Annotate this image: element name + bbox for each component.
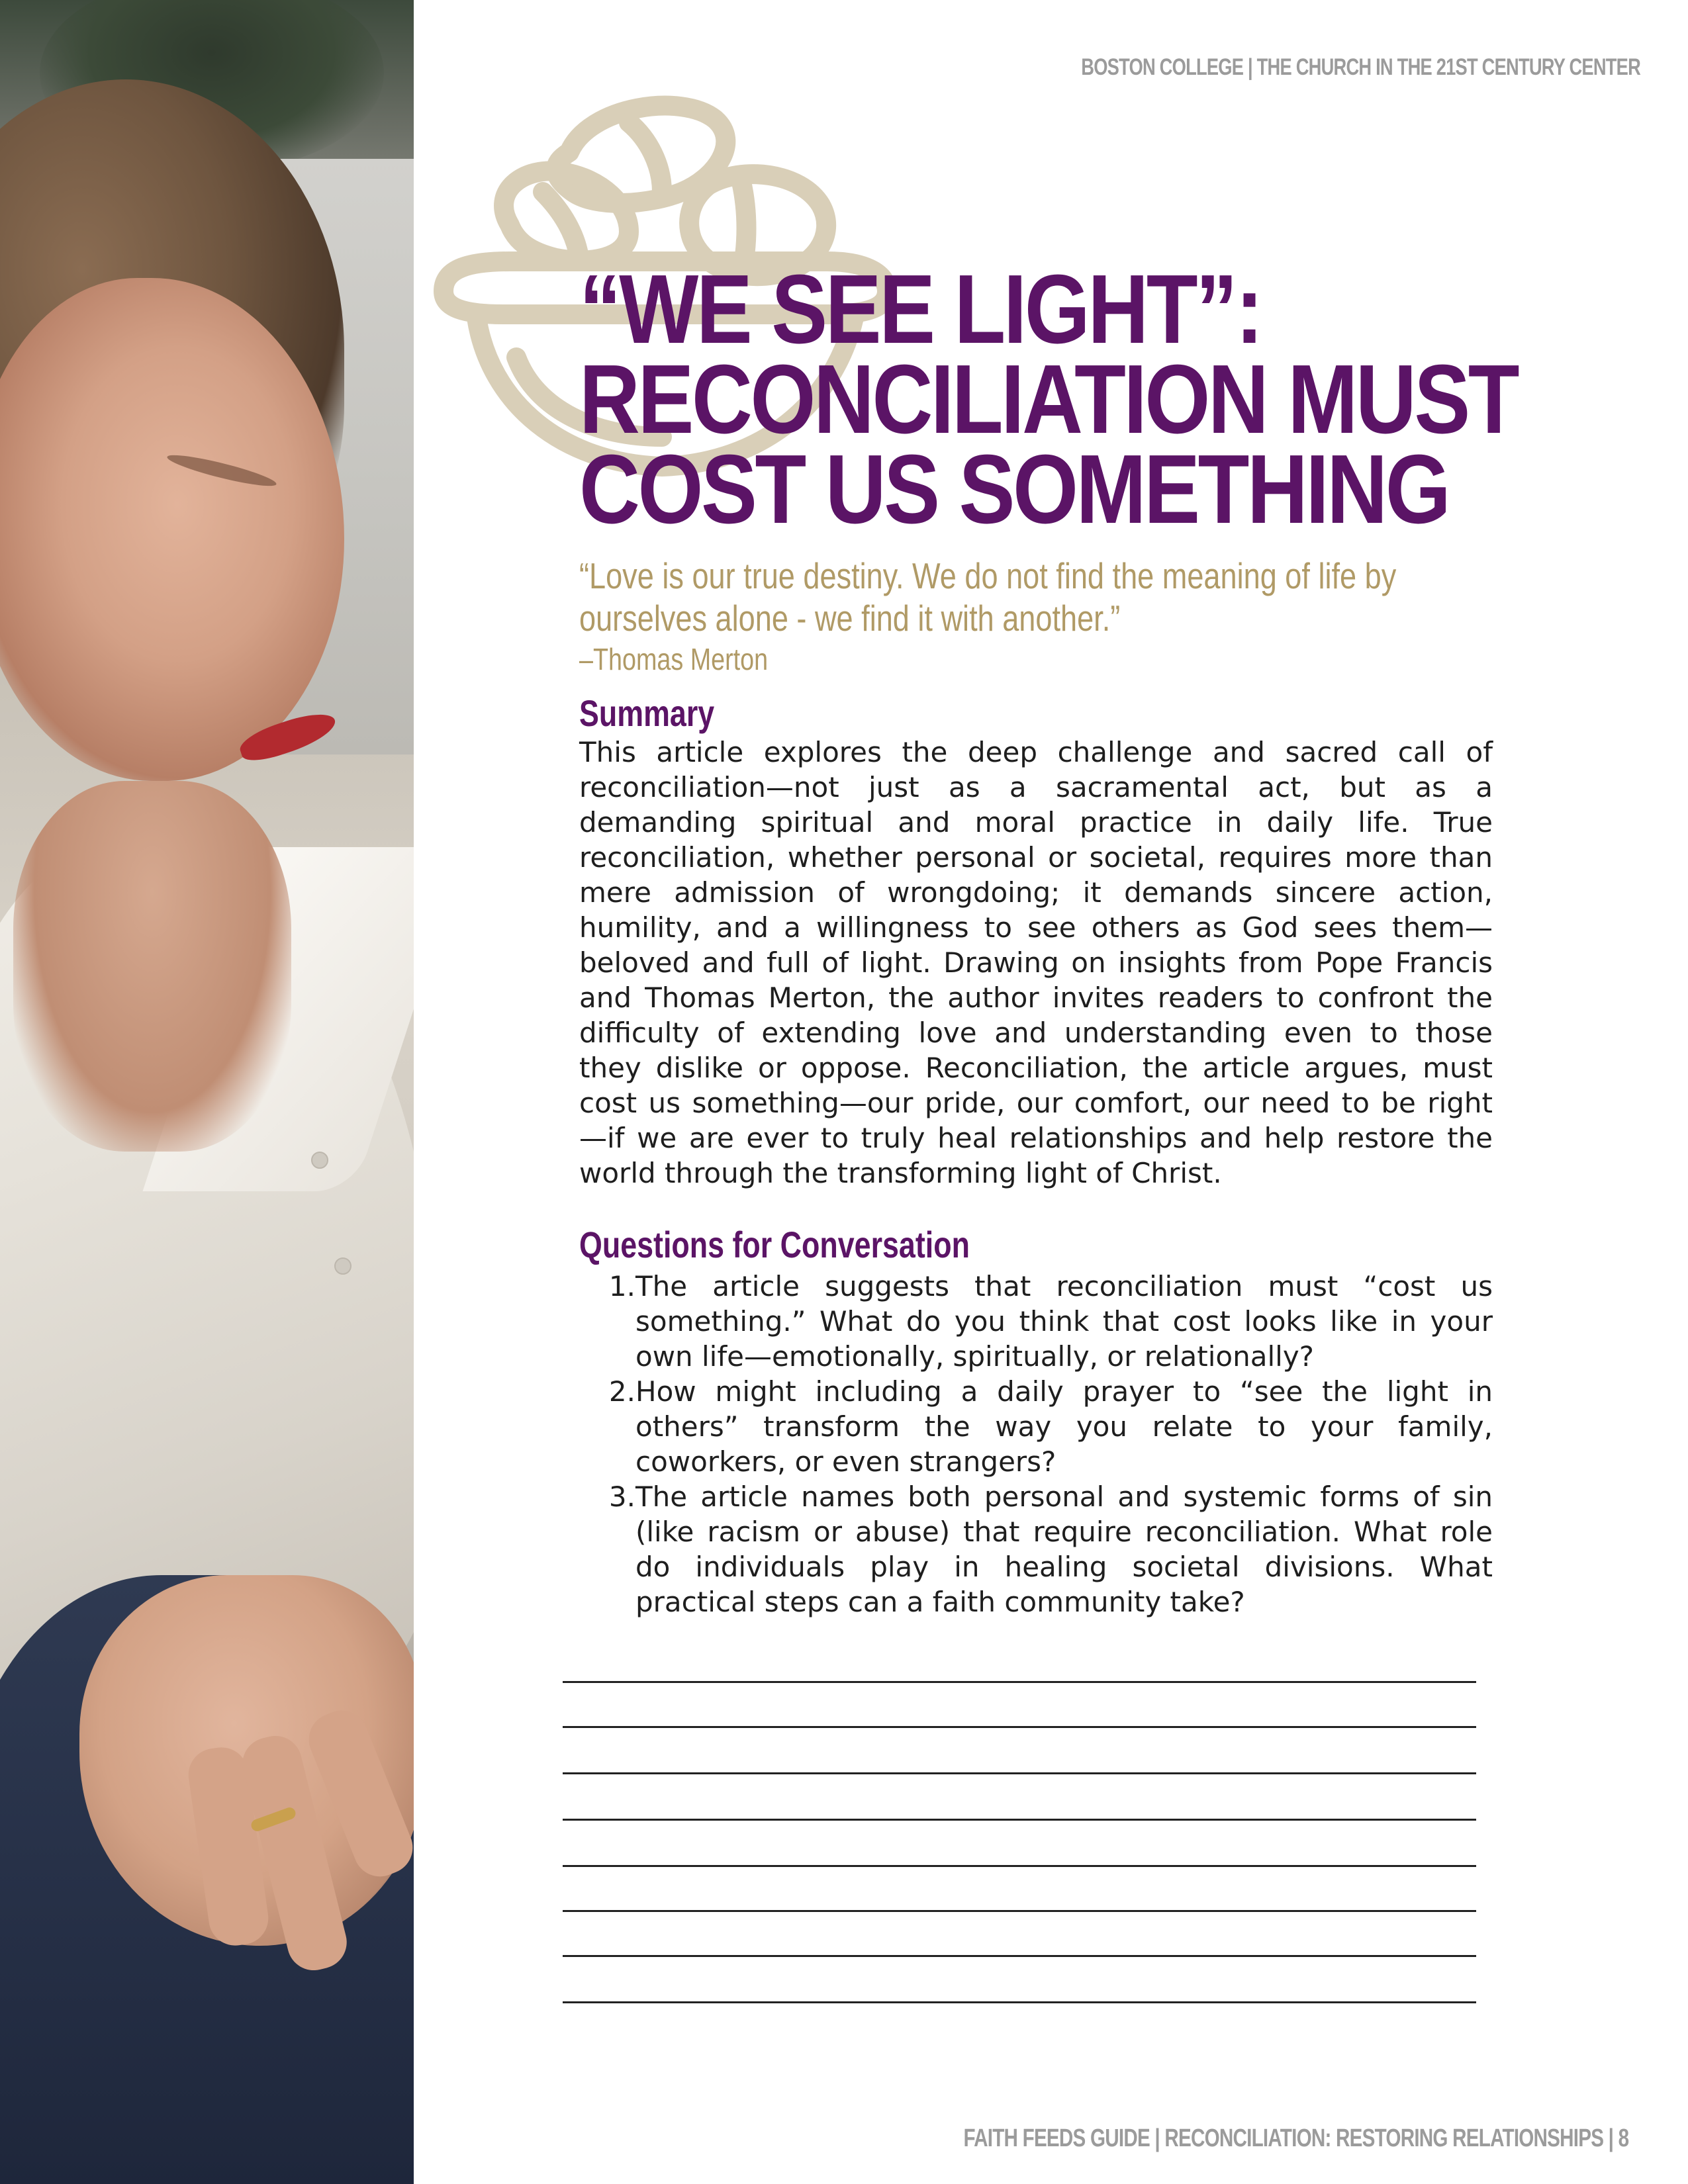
title-line: RECONCILIATION MUST xyxy=(579,345,1518,454)
title-line: “WE SEE LIGHT”: xyxy=(579,255,1262,364)
question-number: 3. xyxy=(608,1480,635,1513)
note-line[interactable] xyxy=(563,1772,1476,1774)
questions-list xyxy=(579,1269,1493,1619)
running-footer: FAITH FEEDS GUIDE | RECONCILIATION: RESTORING RELATIONSHIPS | 8 xyxy=(963,2124,1628,2152)
shirt-button xyxy=(334,1257,352,1275)
question-text: The article suggests that reconciliation must “cost us something.” What do you think that cost looks like in your own life—emotionally, spiritually, or relationally? xyxy=(635,1270,1493,1373)
shirt-button xyxy=(311,1152,328,1169)
article-title xyxy=(579,255,1518,544)
note-line[interactable] xyxy=(563,1726,1476,1728)
running-header: BOSTON COLLEGE | THE CHURCH IN THE 21ST CENTURY CENTER xyxy=(1081,54,1640,80)
neck xyxy=(13,781,291,1152)
question-number: 2. xyxy=(608,1375,635,1408)
summary-paragraph: This article explores the deep challenge and sacred call of reconciliation—not just as a sacramental act, but as a demanding spiritual and moral practice in daily life. True reconciliation, whether personal or societal, requires more than mere admission of wrongdoing; it demands sincere action, humility, and a willingness to see others as God sees them—beloved and full of light. Drawing on insights from Pope Francis and Thomas Merton, the author invites readers to confront the difficulty of extending love and understanding even to those they dislike or oppose. Reconciliation, the article argues, must cost us something—our pride, our comfort, our need to be right—if we are ever to truly heal relationships and help restore the world through the transforming light of Christ. xyxy=(579,736,1493,1189)
note-line[interactable] xyxy=(563,1910,1476,1912)
note-line[interactable] xyxy=(563,2001,1476,2003)
note-line[interactable] xyxy=(563,1865,1476,1867)
note-line[interactable] xyxy=(563,1955,1476,1957)
question-item xyxy=(579,1479,1493,1619)
question-item xyxy=(579,1374,1493,1479)
summary-heading: Summary xyxy=(579,692,715,734)
title-line: COST US SOMETHING xyxy=(579,435,1449,544)
question-number: 1. xyxy=(608,1270,635,1302)
question-text: How might including a daily prayer to “see the light in others” transform the way you relate to your family, coworkers, or even strangers? xyxy=(635,1375,1493,1478)
note-line[interactable] xyxy=(563,1819,1476,1821)
question-item xyxy=(579,1269,1493,1374)
article xyxy=(579,255,1518,1619)
epigraph-author: –Thomas Merton xyxy=(579,642,769,676)
cover-photo xyxy=(0,0,414,2184)
note-line[interactable] xyxy=(563,1681,1476,1683)
question-text: The article names both personal and systemic forms of sin (like racism or abuse) that require reconciliation. What role do individuals play in healing societal divisions. What practical steps can a faith community take? xyxy=(635,1480,1493,1618)
epigraph-quote: “Love is our true destiny. We do not find the meaning of life by ourselves alone - we find it with another.” xyxy=(579,555,1397,639)
questions-heading: Questions for Conversation xyxy=(579,1224,970,1265)
